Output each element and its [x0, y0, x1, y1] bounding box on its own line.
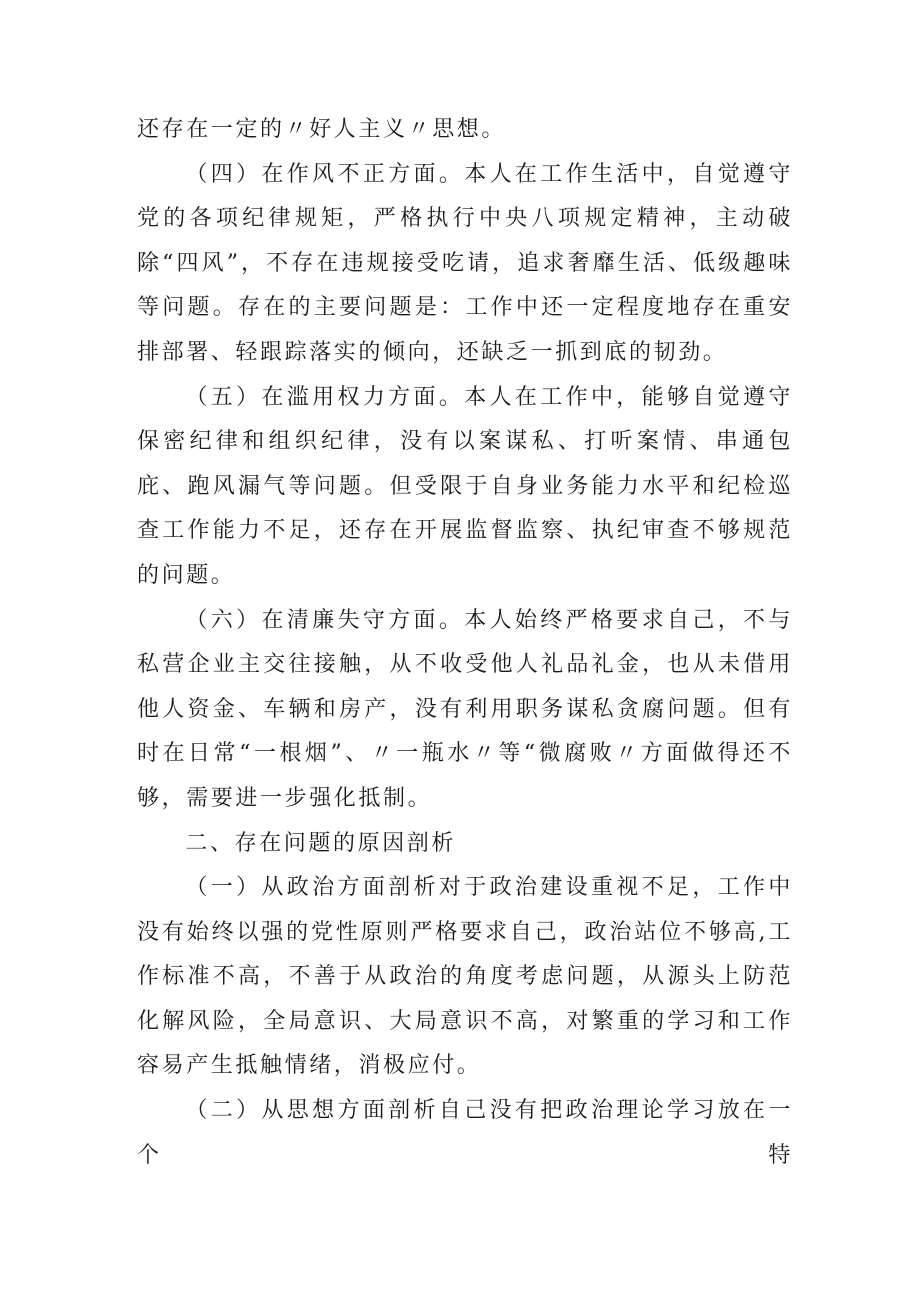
- section-heading-cause-analysis: 二、存在问题的原因剖析: [185, 830, 456, 856]
- paragraph-political-analysis: （一）从政治方面剖析对于政治建设重视不足，工作中没有始终以强的党性原则严格要求自己，政治站位不够高,工作标准不高，不善于从政治的角度考虑问题，从源头上防范化解风险，全局意识、大局意识不高，对繁重的学习和工作容易产生抵触情绪，消极应付。: [137, 875, 793, 1079]
- paragraph-continuation: 还存在一定的〃好人主义〃思想。: [137, 117, 507, 142]
- paragraph-style-issues: （四）在作风不正方面。本人在工作生活中，自觉遵守党的各项纪律规矩，严格执行中央八项规定精神，主动破除“四风”，不存在违规接受吃请，追求奢靡生活、低级趣味等问题。存在的主要问题是：工作中还一定程度地存在重安排部署、轻跟踪落实的倾向，还缺乏一抓到底的韧劲。: [137, 161, 793, 365]
- paragraph-ideological-analysis: （二）从思想方面剖析自己没有把政治理论学习放在一个特: [137, 1098, 793, 1168]
- paragraph-power-abuse: （五）在滥用权力方面。本人在工作中，能够自觉遵守保密纪律和组织纪律，没有以案谋私、打听案情、串通包庇、跑风漏气等问题。但受限于自身业务能力水平和纪检巡查工作能力不足，还存在开展监督监察、执纪审查不够规范的问题。: [137, 384, 793, 588]
- document-body: [137, 108, 793, 1178]
- paragraph-integrity: （六）在清廉失守方面。本人始终严格要求自己，不与私营企业主交往接触，从不收受他人礼品礼金，也从未借用他人资金、车辆和房产，没有利用职务谋私贪腐问题。但有时在日常“一根烟”、〃一瓶水〃等“微腐败〃方面做得还不够，需要进一步强化抵制。: [137, 607, 793, 811]
